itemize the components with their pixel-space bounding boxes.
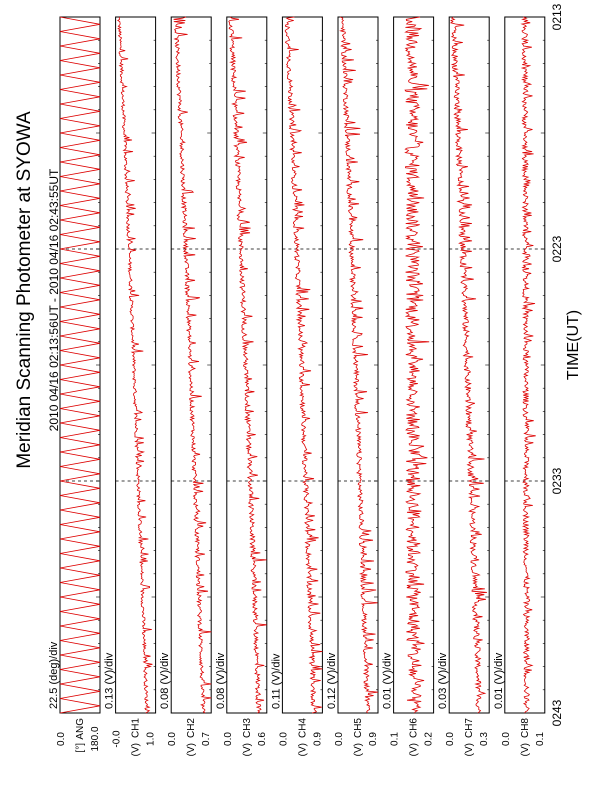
channel-name: CH5: [353, 718, 364, 739]
channel-unit: [°]: [75, 743, 86, 753]
scale-per-div: 0.01 (V)/div: [492, 652, 505, 709]
scale-per-div: 22.5 (deg)/div: [48, 641, 60, 709]
scale-per-div: 0.12 (V)/div: [326, 652, 338, 709]
panels: [48, 17, 546, 756]
trace-ch2: [174, 17, 212, 713]
trace-ch5: [340, 17, 378, 713]
channel-name: ANG: [75, 718, 86, 740]
channel-unit: (V): [353, 743, 364, 757]
x-tick-label: 0243: [549, 699, 564, 727]
x-tick-label: 0223: [549, 235, 564, 263]
y-tick-label-max: 180.0: [90, 726, 101, 752]
channel-name: CH6: [408, 718, 420, 739]
scale-per-div: 0.08 (V)/div: [214, 652, 227, 709]
x-tick-label: 0213: [549, 3, 564, 31]
scale-per-div: 0.13 (V)/div: [103, 652, 116, 709]
y-tick-label-min: 0.1: [389, 732, 401, 746]
panel-ch5: [326, 17, 379, 756]
chart-title: Meridian Scanning Photometer at SYOWA: [14, 111, 35, 469]
channel-name: CH2: [186, 718, 198, 739]
panel-ch6: [382, 17, 435, 756]
trace-ang: [60, 17, 100, 713]
channel-unit: (V): [186, 743, 198, 757]
panel-frame: [505, 17, 545, 713]
channel-name: CH8: [519, 718, 531, 739]
panel-frame: [227, 17, 267, 713]
y-tick-label-max: 0.6: [256, 732, 268, 746]
y-tick-label-max: 0.7: [201, 732, 213, 746]
channel-unit: (V): [464, 743, 476, 757]
panel-frame: [116, 17, 156, 713]
y-tick-label-min: 0.0: [500, 732, 512, 746]
panel-frame: [282, 17, 322, 713]
x-axis-label: TIME(UT): [565, 309, 582, 381]
trace-ch6: [405, 17, 429, 713]
channel-unit: (V): [408, 743, 420, 757]
scale-per-div: 0.01 (V)/div: [381, 652, 394, 709]
trace-ch4: [285, 17, 322, 713]
trace-ch7: [451, 17, 487, 713]
y-tick-label-max: 0.3: [479, 732, 491, 746]
y-tick-label-max: 0.9: [312, 732, 324, 746]
y-tick-label-max: 0.1: [534, 732, 546, 746]
channel-unit: (V): [241, 743, 253, 757]
x-tick-label: 0233: [549, 467, 564, 495]
scale-per-div: 0.11 (V)/div: [270, 653, 283, 709]
scale-per-div: 0.08 (V)/div: [159, 652, 172, 709]
channel-unit: (V): [130, 743, 142, 757]
channel-name: CH4: [297, 718, 309, 739]
channel-name: CH1: [130, 718, 142, 739]
y-tick-label-max: 0.9: [368, 732, 379, 746]
panel-ch7: [437, 17, 490, 756]
y-tick-label-min: -0.0: [111, 730, 123, 748]
time-range: 2010 04/16 02:13:56UT - 2010 04/16 02:43:55UT: [47, 168, 61, 432]
panel-frame: [60, 17, 100, 713]
y-tick-label-min: 0.0: [167, 732, 179, 746]
channel-unit: (V): [519, 743, 531, 757]
y-tick-label-max: 1.0: [145, 732, 157, 746]
channel-unit: (V): [297, 743, 309, 757]
panel-ch1: [104, 17, 157, 756]
x-axis-ticks: [550, 3, 564, 726]
trace-ch1: [118, 17, 153, 713]
panel-frame: [338, 17, 378, 713]
channel-name: CH7: [464, 718, 476, 739]
y-tick-label-min: 0.0: [445, 732, 457, 746]
panel-ch3: [215, 17, 268, 756]
trace-ch8: [522, 17, 536, 713]
y-tick-label-min: 0.0: [56, 732, 67, 746]
panel-frame: [171, 17, 211, 713]
channel-name: CH3: [241, 718, 253, 739]
panel-ch8: [493, 17, 546, 756]
trace-ch3: [229, 17, 267, 713]
panel-ch4: [270, 17, 323, 756]
y-tick-label-min: 0.0: [334, 732, 345, 746]
y-tick-label-min: 0.0: [278, 732, 290, 746]
panel-frame: [449, 17, 489, 713]
y-tick-label-min: 0.0: [222, 732, 234, 746]
scale-per-div: 0.03 (V)/div: [437, 652, 450, 709]
y-tick-label-max: 0.2: [423, 732, 435, 746]
panel-ch2: [159, 17, 212, 756]
